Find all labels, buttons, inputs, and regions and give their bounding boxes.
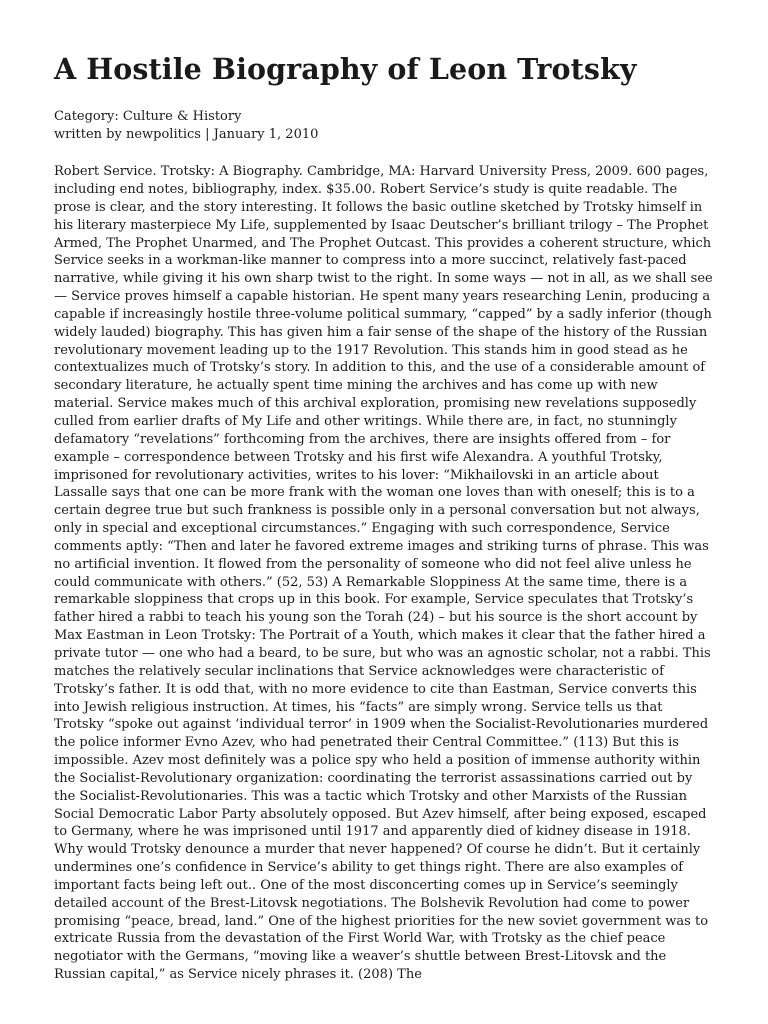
author-link[interactable]: newpolitics <box>125 127 201 143</box>
article-body: Robert Service. Trotsky: A Biography. Cambridge, MA: Harvard University Press, 2009. 600 pages, including end notes, bibliography, index. $35.00. Robert Service’s study is quite readable. The prose is clear, and the story interesting. It follows the basic outline sketched by Trotsky himself in his literary masterpiece My Life, supplemented by Isaac Deutscher’s brilliant trilogy – The Prophet Armed, The Prophet Unarmed, and The Prophet Outcast. This provides a coherent structure, which Service seeks in a workman-like manner to compress into a more succinct, relatively fast-paced narrative, while giving it his own sharp twist to the right. In some ways — not in all, as we shall see — Service proves himself a capable historian. He spent many years researching Lenin, producing a capable if increasingly hostile three-volume political summary, “capped” by a sadly inferior (though widely lauded) biography. This has given him a fair sense of the shape of the history of the Russian revolutionary movement leading up to the 1917 Revolution. This stands him in good stead as he contextualizes much of Trotsky’s story. In addition to this, and the use of a considerable amount of secondary literature, he actually spent time mining the archives and has come up with new material. Service makes much of this archival exploration, promising new revelations supposedly culled from earlier drafts of My Life and other writings. While there are, in fact, no stunningly defamatory “revelations” forthcoming from the archives, there are insights offered from – for example – correspondence between Trotsky and his first wife Alexandra. A youthful Trotsky, imprisoned for revolutionary activities, writes to his lover: “Mikhailovski in an article about Lassalle says that one can be more frank with the woman one loves than with oneself; this is to a certain degree true but such frankness is possible only in a personal conversation but not always, only in special and exceptional circumstances.” Engaging with such correspondence, Service comments aptly: “Then and later he favored extreme images and striking turns of phrase. This was no artificial invention. It flowed from the personality of someone who did not feel alive unless he could communicate with others.” (52, 53) A Remarkable Sloppiness At the same time, there is a remarkable sloppiness that crops up in this book. For example, Service speculates that Trotsky’s father hired a rabbi to teach his young son the Torah (24) – but his source is the short account by Max Eastman in Leon Trotsky: The Portrait of a Youth, which makes it clear that the father hired a private tutor — one who had a beard, to be sure, but who was an agnostic scholar, not a rabbi. This matches the relatively secular inclinations that Service acknowledges were characteristic of Trotsky’s father. It is odd that, with no more evidence to cite than Eastman, Service converts this into Jewish religious instruction. At times, his “facts” are simply wrong. Service tells us that Trotsky “spoke out against ‘individual terror’ in 1909 when the Socialist-Revolutionaries murdered the police informer Evno Azev, who had penetrated their Central Committee.” (113) But this is impossible. Azev most definitely was a police spy who held a position of immense authority within the Socialist-Revolutionary organization: coordinating the terrorist assassinations carried out by the Socialist-Revolutionaries. This was a tactic which Trotsky and other Marxists of the Russian Social Democratic Labor Party absolutely opposed. But Azev himself, after being exposed, escaped to Germany, where he was imprisoned until 1917 and apparently died of kidney disease in 1918. Why would Trotsky denounce a murder that never happened? Of course he didn’t. But it certainly undermines one’s confidence in Service’s ability to get things right. There are also examples of important facts being left out.. One of the most disconcerting comes up in Service’s seemingly detailed account of the Brest-Litovsk negotiations. The Bolshevik Revolution had come to power promising “peace, bread, land.” One of the highest priorities for the new soviet government was to extricate Russia from the devastation of the First World War, with Trotsky as the chief peace negotiator with the Germans, “moving like a weaver’s shuttle between Brest-Litovsk and the Russian capital,” as Service nicely phrases it. (208) The <box>54 164 713 983</box>
byline <box>54 126 716 144</box>
category-link[interactable]: Culture & History <box>122 109 242 125</box>
publish-date: January 1, 2010 <box>213 127 319 143</box>
article-title: A Hostile Biography of Leon Trotsky <box>54 52 637 86</box>
category-label: Category: <box>54 109 119 125</box>
written-by-label: written by <box>54 127 122 143</box>
article-meta <box>54 108 716 144</box>
byline-separator: | <box>205 127 210 143</box>
category-line <box>54 108 716 126</box>
